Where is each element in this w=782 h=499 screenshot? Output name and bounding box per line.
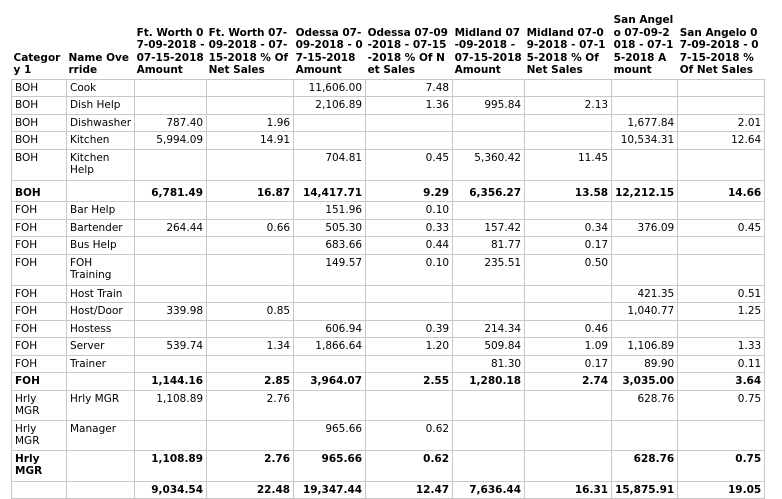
amount-cell: [294, 355, 366, 373]
percent-cell: [678, 254, 765, 285]
amount-cell: 787.40: [135, 114, 207, 132]
percent-cell: 2.76: [207, 390, 294, 420]
percent-cell: [525, 420, 612, 450]
percent-cell: 2.01: [678, 114, 765, 132]
amount-cell: 628.76: [612, 390, 678, 420]
name-cell: Hrly MGR: [67, 390, 135, 420]
percent-cell: [207, 285, 294, 303]
percent-cell: [366, 355, 453, 373]
amount-cell: 12,212.15: [612, 180, 678, 202]
percent-cell: 1.36: [366, 97, 453, 115]
column-header: Midland 07-09-2018 - 07-15-2018 % Of Net Sales: [526, 26, 606, 76]
percent-cell: 0.62: [366, 450, 453, 481]
table-body: [12, 79, 765, 499]
table-row: [12, 149, 765, 180]
amount-cell: 704.81: [294, 149, 366, 180]
amount-cell: 995.84: [453, 97, 525, 115]
category-cell: FOH: [12, 254, 67, 285]
category-cell: FOH: [12, 355, 67, 373]
amount-cell: [135, 285, 207, 303]
amount-cell: 2,106.89: [294, 97, 366, 115]
amount-cell: 15,875.91: [612, 481, 678, 499]
percent-cell: 12.47: [366, 481, 453, 499]
table-row: [12, 303, 765, 321]
amount-cell: [612, 79, 678, 97]
amount-cell: 9,034.54: [135, 481, 207, 499]
table-row: [12, 254, 765, 285]
percent-cell: [525, 390, 612, 420]
category-cell: BOH: [12, 79, 67, 97]
table-row: [12, 390, 765, 420]
amount-cell: 1,144.16: [135, 373, 207, 391]
percent-cell: [678, 237, 765, 255]
category-cell: Hrly MGR: [12, 450, 67, 481]
name-cell: Bus Help: [67, 237, 135, 255]
percent-cell: [678, 149, 765, 180]
percent-cell: 2.55: [366, 373, 453, 391]
column-header: Category 1: [13, 51, 61, 76]
amount-cell: [612, 237, 678, 255]
percent-cell: [207, 420, 294, 450]
percent-cell: 0.45: [678, 219, 765, 237]
percent-cell: 11.45: [525, 149, 612, 180]
amount-cell: [294, 132, 366, 150]
header-row: [12, 10, 765, 79]
percent-cell: 0.10: [366, 202, 453, 220]
amount-cell: 6,356.27: [453, 180, 525, 202]
amount-cell: [612, 320, 678, 338]
percent-cell: 1.33: [678, 338, 765, 356]
column-header: Odessa 07-09-2018 - 07-15-2018 % Of Net Sales: [367, 26, 448, 76]
amount-cell: [135, 79, 207, 97]
amount-cell: 3,035.00: [612, 373, 678, 391]
column-header: San Angelo 07-09-2018 - 07-15-2018 Amount: [613, 14, 674, 76]
amount-cell: [135, 420, 207, 450]
percent-cell: 0.33: [366, 219, 453, 237]
name-cell: Trainer: [67, 355, 135, 373]
amount-cell: [612, 420, 678, 450]
amount-cell: 1,280.18: [453, 373, 525, 391]
percent-cell: [366, 390, 453, 420]
name-cell: [67, 373, 135, 391]
table-row: [12, 114, 765, 132]
table-row: [12, 338, 765, 356]
percent-cell: [366, 303, 453, 321]
percent-cell: 1.20: [366, 338, 453, 356]
percent-cell: [207, 254, 294, 285]
percent-cell: 19.05: [678, 481, 765, 499]
percent-cell: [207, 149, 294, 180]
amount-cell: 7,636.44: [453, 481, 525, 499]
table-row: [12, 237, 765, 255]
percent-cell: [525, 450, 612, 481]
percent-cell: 9.29: [366, 180, 453, 202]
percent-cell: [525, 285, 612, 303]
percent-cell: 2.13: [525, 97, 612, 115]
name-cell: Bar Help: [67, 202, 135, 220]
category-cell: BOH: [12, 97, 67, 115]
percent-cell: 0.62: [366, 420, 453, 450]
column-header: Odessa 07-09-2018 - 07-15-2018 Amount: [295, 26, 363, 76]
amount-cell: 5,994.09: [135, 132, 207, 150]
category-cell: FOH: [12, 219, 67, 237]
percent-cell: 1.96: [207, 114, 294, 132]
percent-cell: [207, 237, 294, 255]
amount-cell: [453, 390, 525, 420]
amount-cell: 5,360.42: [453, 149, 525, 180]
amount-cell: [135, 202, 207, 220]
amount-cell: [294, 285, 366, 303]
percent-cell: 14.66: [678, 180, 765, 202]
subtotal-row: [12, 180, 765, 202]
percent-cell: 0.75: [678, 390, 765, 420]
percent-cell: 22.48: [207, 481, 294, 499]
table-row: [12, 219, 765, 237]
amount-cell: 10,534.31: [612, 132, 678, 150]
name-cell: Host/Door: [67, 303, 135, 321]
amount-cell: 376.09: [612, 219, 678, 237]
category-cell: FOH: [12, 338, 67, 356]
category-cell: FOH: [12, 202, 67, 220]
amount-cell: 339.98: [135, 303, 207, 321]
amount-cell: 965.66: [294, 450, 366, 481]
name-cell: Server: [67, 338, 135, 356]
category-cell: FOH: [12, 237, 67, 255]
amount-cell: 606.94: [294, 320, 366, 338]
percent-cell: [678, 420, 765, 450]
amount-cell: [612, 202, 678, 220]
amount-cell: 1,866.64: [294, 338, 366, 356]
amount-cell: 1,677.84: [612, 114, 678, 132]
name-cell: [67, 180, 135, 202]
percent-cell: 0.45: [366, 149, 453, 180]
percent-cell: 0.11: [678, 355, 765, 373]
amount-cell: [453, 132, 525, 150]
percent-cell: [525, 202, 612, 220]
amount-cell: 19,347.44: [294, 481, 366, 499]
percent-cell: [525, 114, 612, 132]
percent-cell: 0.39: [366, 320, 453, 338]
name-cell: FOH Training: [67, 254, 135, 285]
amount-cell: [453, 420, 525, 450]
percent-cell: 3.64: [678, 373, 765, 391]
amount-cell: 1,040.77: [612, 303, 678, 321]
percent-cell: [678, 79, 765, 97]
table-row: [12, 202, 765, 220]
name-cell: Host Train: [67, 285, 135, 303]
amount-cell: 149.57: [294, 254, 366, 285]
percent-cell: [525, 132, 612, 150]
category-cell: FOH: [12, 285, 67, 303]
category-cell: BOH: [12, 180, 67, 202]
category-cell: FOH: [12, 320, 67, 338]
percent-cell: [207, 320, 294, 338]
amount-cell: 1,108.89: [135, 450, 207, 481]
percent-cell: 0.17: [525, 237, 612, 255]
amount-cell: 11,606.00: [294, 79, 366, 97]
percent-cell: 0.46: [525, 320, 612, 338]
name-cell: Cook: [67, 79, 135, 97]
category-cell: BOH: [12, 149, 67, 180]
table-row: [12, 132, 765, 150]
column-header: San Angelo 07-09-2018 - 07-15-2018 % Of Net Sales: [679, 26, 759, 76]
amount-cell: 214.34: [453, 320, 525, 338]
percent-cell: [207, 202, 294, 220]
subtotal-row: [12, 373, 765, 391]
amount-cell: 509.84: [453, 338, 525, 356]
amount-cell: 81.30: [453, 355, 525, 373]
amount-cell: 157.42: [453, 219, 525, 237]
percent-cell: 0.10: [366, 254, 453, 285]
percent-cell: 16.87: [207, 180, 294, 202]
table-row: [12, 97, 765, 115]
amount-cell: 1,108.89: [135, 390, 207, 420]
table-row: [12, 355, 765, 373]
amount-cell: [135, 320, 207, 338]
subtotal-row: [12, 450, 765, 481]
name-cell: [67, 450, 135, 481]
name-cell: Kitchen: [67, 132, 135, 150]
amount-cell: [453, 285, 525, 303]
percent-cell: 0.66: [207, 219, 294, 237]
percent-cell: 1.34: [207, 338, 294, 356]
amount-cell: [294, 303, 366, 321]
amount-cell: 965.66: [294, 420, 366, 450]
category-cell: Hrly MGR: [12, 420, 67, 450]
percent-cell: 14.91: [207, 132, 294, 150]
percent-cell: [678, 202, 765, 220]
percent-cell: 2.74: [525, 373, 612, 391]
percent-cell: 0.51: [678, 285, 765, 303]
name-cell: Manager: [67, 420, 135, 450]
amount-cell: [612, 149, 678, 180]
amount-cell: 1,106.89: [612, 338, 678, 356]
amount-cell: 628.76: [612, 450, 678, 481]
amount-cell: 421.35: [612, 285, 678, 303]
amount-cell: 235.51: [453, 254, 525, 285]
percent-cell: [678, 320, 765, 338]
name-cell: Dishwasher: [67, 114, 135, 132]
percent-cell: 13.58: [525, 180, 612, 202]
amount-cell: [453, 114, 525, 132]
percent-cell: 16.31: [525, 481, 612, 499]
column-header: Name Override: [68, 51, 129, 76]
column-header: Ft. Worth 07-09-2018 - 07-15-2018 Amount: [136, 26, 205, 76]
name-cell: Hostess: [67, 320, 135, 338]
amount-cell: [612, 97, 678, 115]
amount-cell: 3,964.07: [294, 373, 366, 391]
report-container: [11, 10, 765, 499]
table-row: [12, 320, 765, 338]
amount-cell: 6,781.49: [135, 180, 207, 202]
percent-cell: [207, 97, 294, 115]
percent-cell: [207, 79, 294, 97]
table-row: [12, 420, 765, 450]
percent-cell: 0.50: [525, 254, 612, 285]
amount-cell: [453, 79, 525, 97]
category-cell: Hrly MGR: [12, 390, 67, 420]
percent-cell: 0.17: [525, 355, 612, 373]
table-row: [12, 285, 765, 303]
percent-cell: [525, 303, 612, 321]
percent-cell: [678, 97, 765, 115]
amount-cell: [135, 149, 207, 180]
percent-cell: 0.34: [525, 219, 612, 237]
name-cell: Bartender: [67, 219, 135, 237]
percent-cell: 7.48: [366, 79, 453, 97]
name-cell: Dish Help: [67, 97, 135, 115]
amount-cell: 81.77: [453, 237, 525, 255]
percent-cell: 12.64: [678, 132, 765, 150]
column-header: Midland 07-09-2018 - 07-15-2018 Amount: [454, 26, 522, 76]
labor-report-table: [11, 10, 765, 499]
percent-cell: 0.44: [366, 237, 453, 255]
amount-cell: 14,417.71: [294, 180, 366, 202]
category-cell: BOH: [12, 132, 67, 150]
percent-cell: 2.85: [207, 373, 294, 391]
percent-cell: 0.75: [678, 450, 765, 481]
amount-cell: 683.66: [294, 237, 366, 255]
amount-cell: [294, 114, 366, 132]
column-header: Ft. Worth 07-09-2018 - 07-15-2018 % Of Net Sales: [208, 26, 289, 76]
amount-cell: 539.74: [135, 338, 207, 356]
amount-cell: 505.30: [294, 219, 366, 237]
percent-cell: [366, 114, 453, 132]
amount-cell: [135, 237, 207, 255]
category-cell: FOH: [12, 303, 67, 321]
amount-cell: [135, 97, 207, 115]
percent-cell: 1.25: [678, 303, 765, 321]
percent-cell: [366, 132, 453, 150]
amount-cell: [453, 450, 525, 481]
percent-cell: 2.76: [207, 450, 294, 481]
amount-cell: 264.44: [135, 219, 207, 237]
amount-cell: [294, 390, 366, 420]
amount-cell: [453, 303, 525, 321]
percent-cell: [525, 79, 612, 97]
percent-cell: [207, 355, 294, 373]
percent-cell: 0.85: [207, 303, 294, 321]
amount-cell: [135, 355, 207, 373]
amount-cell: [612, 254, 678, 285]
amount-cell: 89.90: [612, 355, 678, 373]
amount-cell: 151.96: [294, 202, 366, 220]
name-cell: Kitchen Help: [67, 149, 135, 180]
table-row: [12, 79, 765, 97]
percent-cell: 1.09: [525, 338, 612, 356]
category-cell: BOH: [12, 114, 67, 132]
amount-cell: [453, 202, 525, 220]
percent-cell: [366, 285, 453, 303]
amount-cell: [135, 254, 207, 285]
category-cell: FOH: [12, 373, 67, 391]
